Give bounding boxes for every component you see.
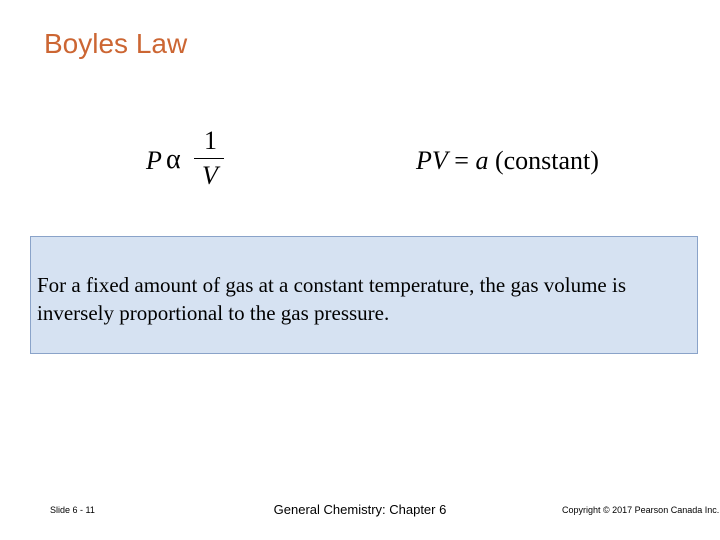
pv-equation bbox=[416, 146, 599, 176]
proportionality-formula bbox=[146, 128, 236, 190]
proportional-symbol: α bbox=[166, 144, 181, 175]
definition-box bbox=[30, 236, 698, 354]
definition-text: For a fixed amount of gas at a constant temperature, the gas volume is inversely proportional to the gas pressure. bbox=[37, 273, 626, 325]
fraction-numerator: 1 bbox=[204, 126, 217, 155]
fraction-denominator: V bbox=[202, 161, 218, 190]
constant-label: (constant) bbox=[488, 146, 599, 175]
constant-a: a bbox=[475, 146, 489, 175]
pv-term: PV bbox=[416, 146, 448, 175]
pressure-variable: P bbox=[146, 146, 162, 175]
footer-course: General Chemistry: Chapter 6 bbox=[273, 502, 447, 517]
footer-copyright: Copyright © 2017 Pearson Canada Inc. bbox=[562, 505, 720, 515]
fraction-bar bbox=[194, 158, 224, 159]
equals-sign: = bbox=[447, 146, 476, 175]
slide-title: Boyles Law bbox=[44, 28, 188, 59]
slide-number: Slide 6 - 11 bbox=[50, 505, 95, 515]
